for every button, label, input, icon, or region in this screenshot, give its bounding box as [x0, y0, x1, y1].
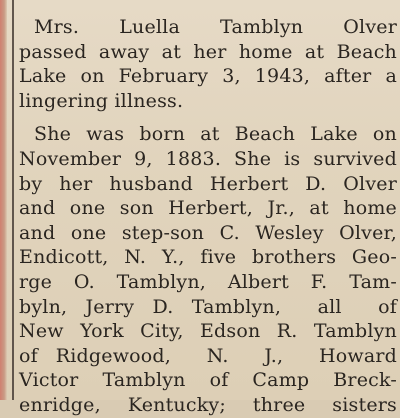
paragraph-gap	[19, 113, 397, 122]
obituary-text	[19, 15, 397, 418]
text-line: of Ridgewood, N. J., Howard	[19, 344, 397, 367]
text-line: She was born at Beach Lake on	[34, 123, 397, 146]
text-line: byln, Jerry D. Tamblyn, all of	[19, 295, 397, 318]
column-rule	[12, 0, 14, 400]
text-line: November 9, 1883. She is survived	[19, 147, 397, 170]
text-line: rge O. Tamblyn, Albert F. Tam-	[19, 270, 397, 293]
text-line: passed away at her home at Beach	[19, 40, 397, 63]
text-line: Lake on February 3, 1943, after a	[19, 65, 397, 88]
text-line: and one step-son C. Wesley Olver,	[19, 221, 397, 244]
text-line: by her husband Herbert D. Olver	[19, 172, 397, 195]
text-line: lingering illness.	[19, 89, 184, 112]
paper-edge	[0, 0, 7, 400]
text-line: Victor Tamblyn of Camp Breck-	[19, 369, 397, 392]
paragraph-2	[19, 122, 397, 417]
text-line: Endicott, N. Y., five brothers Geo-	[19, 246, 397, 269]
text-line: and one son Herbert, Jr., at home	[19, 197, 397, 220]
paragraph-1	[19, 15, 397, 113]
text-line: Mrs. Luella Tamblyn Olver	[34, 16, 397, 38]
text-line: enridge, Kentucky; three sisters	[19, 393, 397, 416]
text-line: New York City, Edson R. Tamblyn	[19, 320, 397, 343]
